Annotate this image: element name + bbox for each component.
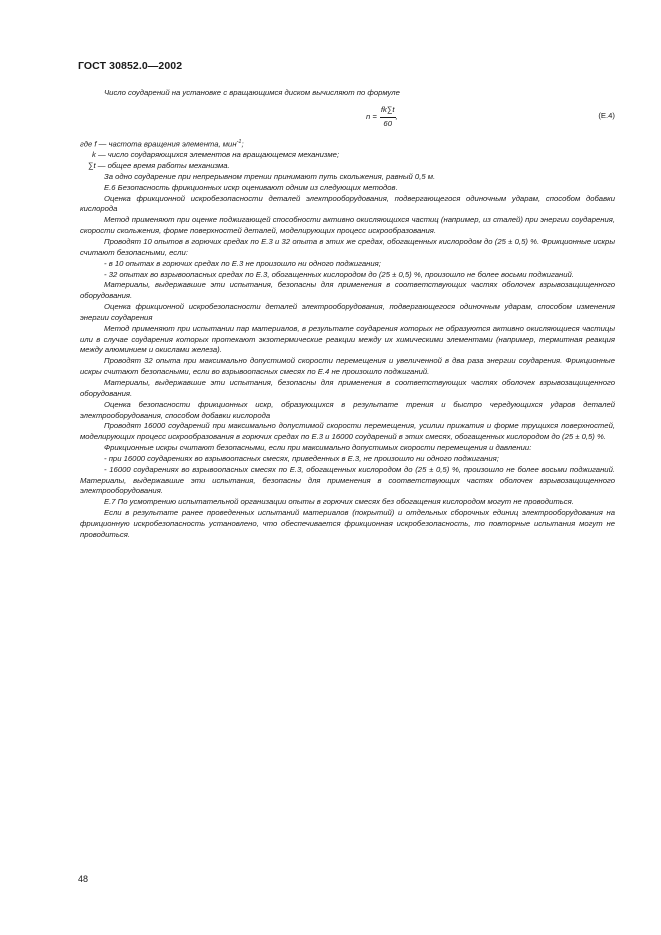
paragraph: Если в результате ранее проведенных испытаний материалов (покрытий) и отдельных сборочных единиц электрооборудования на фрикционную искробезопасность установлено, что обеспечивается фрикционная искробезопасность, то повторные испытания могут не проводиться. <box>80 508 615 539</box>
definition-f <box>80 137 615 150</box>
method-heading: Оценка фрикционной искробезопасности деталей электрооборудования, подвергающегося одиночным ударам, способом изменения энергии соударения <box>80 302 615 322</box>
method-heading: Оценка безопасности фрикционных искр, образующихся в результате трения и быстро чередующихся ударов деталей электрооборудования, способом добавки кислорода <box>80 399 615 420</box>
paragraph: Метод применяют при испытании пар материалов, в результате соударения которых не образуются активно окисляющиеся частицы или в случае соударения которых протекают экзотермические реакции между их химическими элементами (например, термитная реакция между алюминием и окислами железа). <box>80 323 615 355</box>
formula-number: (E.4) <box>598 110 615 120</box>
paragraph: Фрикционные искры считают безопасными, если при максимально допустимых скорости перемещения и давлении: <box>104 443 532 453</box>
paragraph: Проводят 32 опыта при максимально допустимой скорости перемещения и увеличенной в два раза энергии соударения. Фрикционные искры считают безопасными, если во взрывоопасных смесях по Е.4 не произошло поджиганий. <box>80 356 615 377</box>
paragraph: За одно соударение при непрерывном трении принимают путь скольжения, равный 0,5 м. <box>104 171 436 181</box>
definition-f-exponent: -1 <box>236 138 242 145</box>
list-item: - в 10 опытах в горючих средах по Е.3 не произошло ни одного поджигания; <box>104 258 381 268</box>
definition-k: k — число соударяющихся элементов на вращающемся механизме; <box>92 150 340 160</box>
formula-trail: , <box>395 111 398 121</box>
method-heading: Оценка фрикционной искробезопасности деталей электрооборудования, подвергающегося одиночным ударам, способом добавки кислорода <box>80 193 615 214</box>
paragraph: Проводят 16000 соударений при максимально допустимой скорости перемещения, усилии прижатия и форме трущихся поверхностей, моделирующих процесс искрообразования в горючих средах по Е.3 и 16000 соударений в этих смесях, обогащенных кислородом до (25 ± 0,5) %. <box>80 421 615 442</box>
formula-fraction <box>380 105 396 130</box>
definition-f-text: где f — частота вращения элемента, мин <box>80 139 237 149</box>
formula-e4 <box>80 103 615 137</box>
page-number: 48 <box>78 874 89 884</box>
definition-f-end: ; <box>241 139 244 149</box>
definition-t: ∑t — общее время работы механизма. <box>88 161 230 171</box>
paragraph: Метод применяют при оценке поджигающей способности активно окисляющихся частиц (например, из сталей) при энергии соударения, скорости скольжения, форме поверхностей деталей, моделирующих процесс искрообразования. <box>80 215 615 236</box>
formula-lhs: n = <box>366 111 377 121</box>
section-e6: Е.6 Безопасность фрикционных искр оценивают одним из следующих методов. <box>104 182 398 192</box>
paragraph: Проводят 10 опытов в горючих средах по Е.3 и 32 опыта в этих же средах, обогащенных кислородом до (25 ± 0,5) %. Фрикционные искры считают безопасными, если: <box>80 237 615 257</box>
formula-numerator: fk∑t <box>380 105 396 118</box>
page-content <box>80 88 615 541</box>
formula-expression <box>366 105 398 130</box>
list-item: - при 16000 соударениях во взрывоопасных смесях, приведенных в Е.3, не произошло ни одного поджигания; <box>104 453 499 463</box>
list-item: - 16000 соударениях во взрывоопасных смесях по Е.3, обогащенных кислородом до (25 ± 0,5) %, произошло не более восьми поджиганий. Материалы, выдержавшие эти испытания, безопасны для применения в соответствующих частях оболочек взрывозащищенного электрооборудования. <box>80 464 615 496</box>
list-item: - 32 опытах во взрывоопасных средах по Е.3, обогащенных кислородом до (25 ± 0,5) %, произошло не более восьми поджиганий. <box>104 269 574 279</box>
paragraph: Материалы, выдержавшие эти испытания, безопасны для применения в соответствующих частях оболочек взрывозащищенного оборудования. <box>80 377 615 398</box>
document-header: ГОСТ 30852.0—2002 <box>78 60 183 72</box>
formula-intro: Число соударений на установке с вращающимся диском вычисляют по формуле <box>104 88 400 97</box>
section-e7: Е.7 По усмотрению испытательной организации опыты в горючих смесях без обогащения кислородом могут не проводиться. <box>104 497 574 507</box>
formula-denominator: 60 <box>383 118 392 128</box>
paragraph: Материалы, выдержавшие эти испытания, безопасны для применения в соответствующих частях оболочек взрывозащищенного оборудования. <box>80 280 615 301</box>
